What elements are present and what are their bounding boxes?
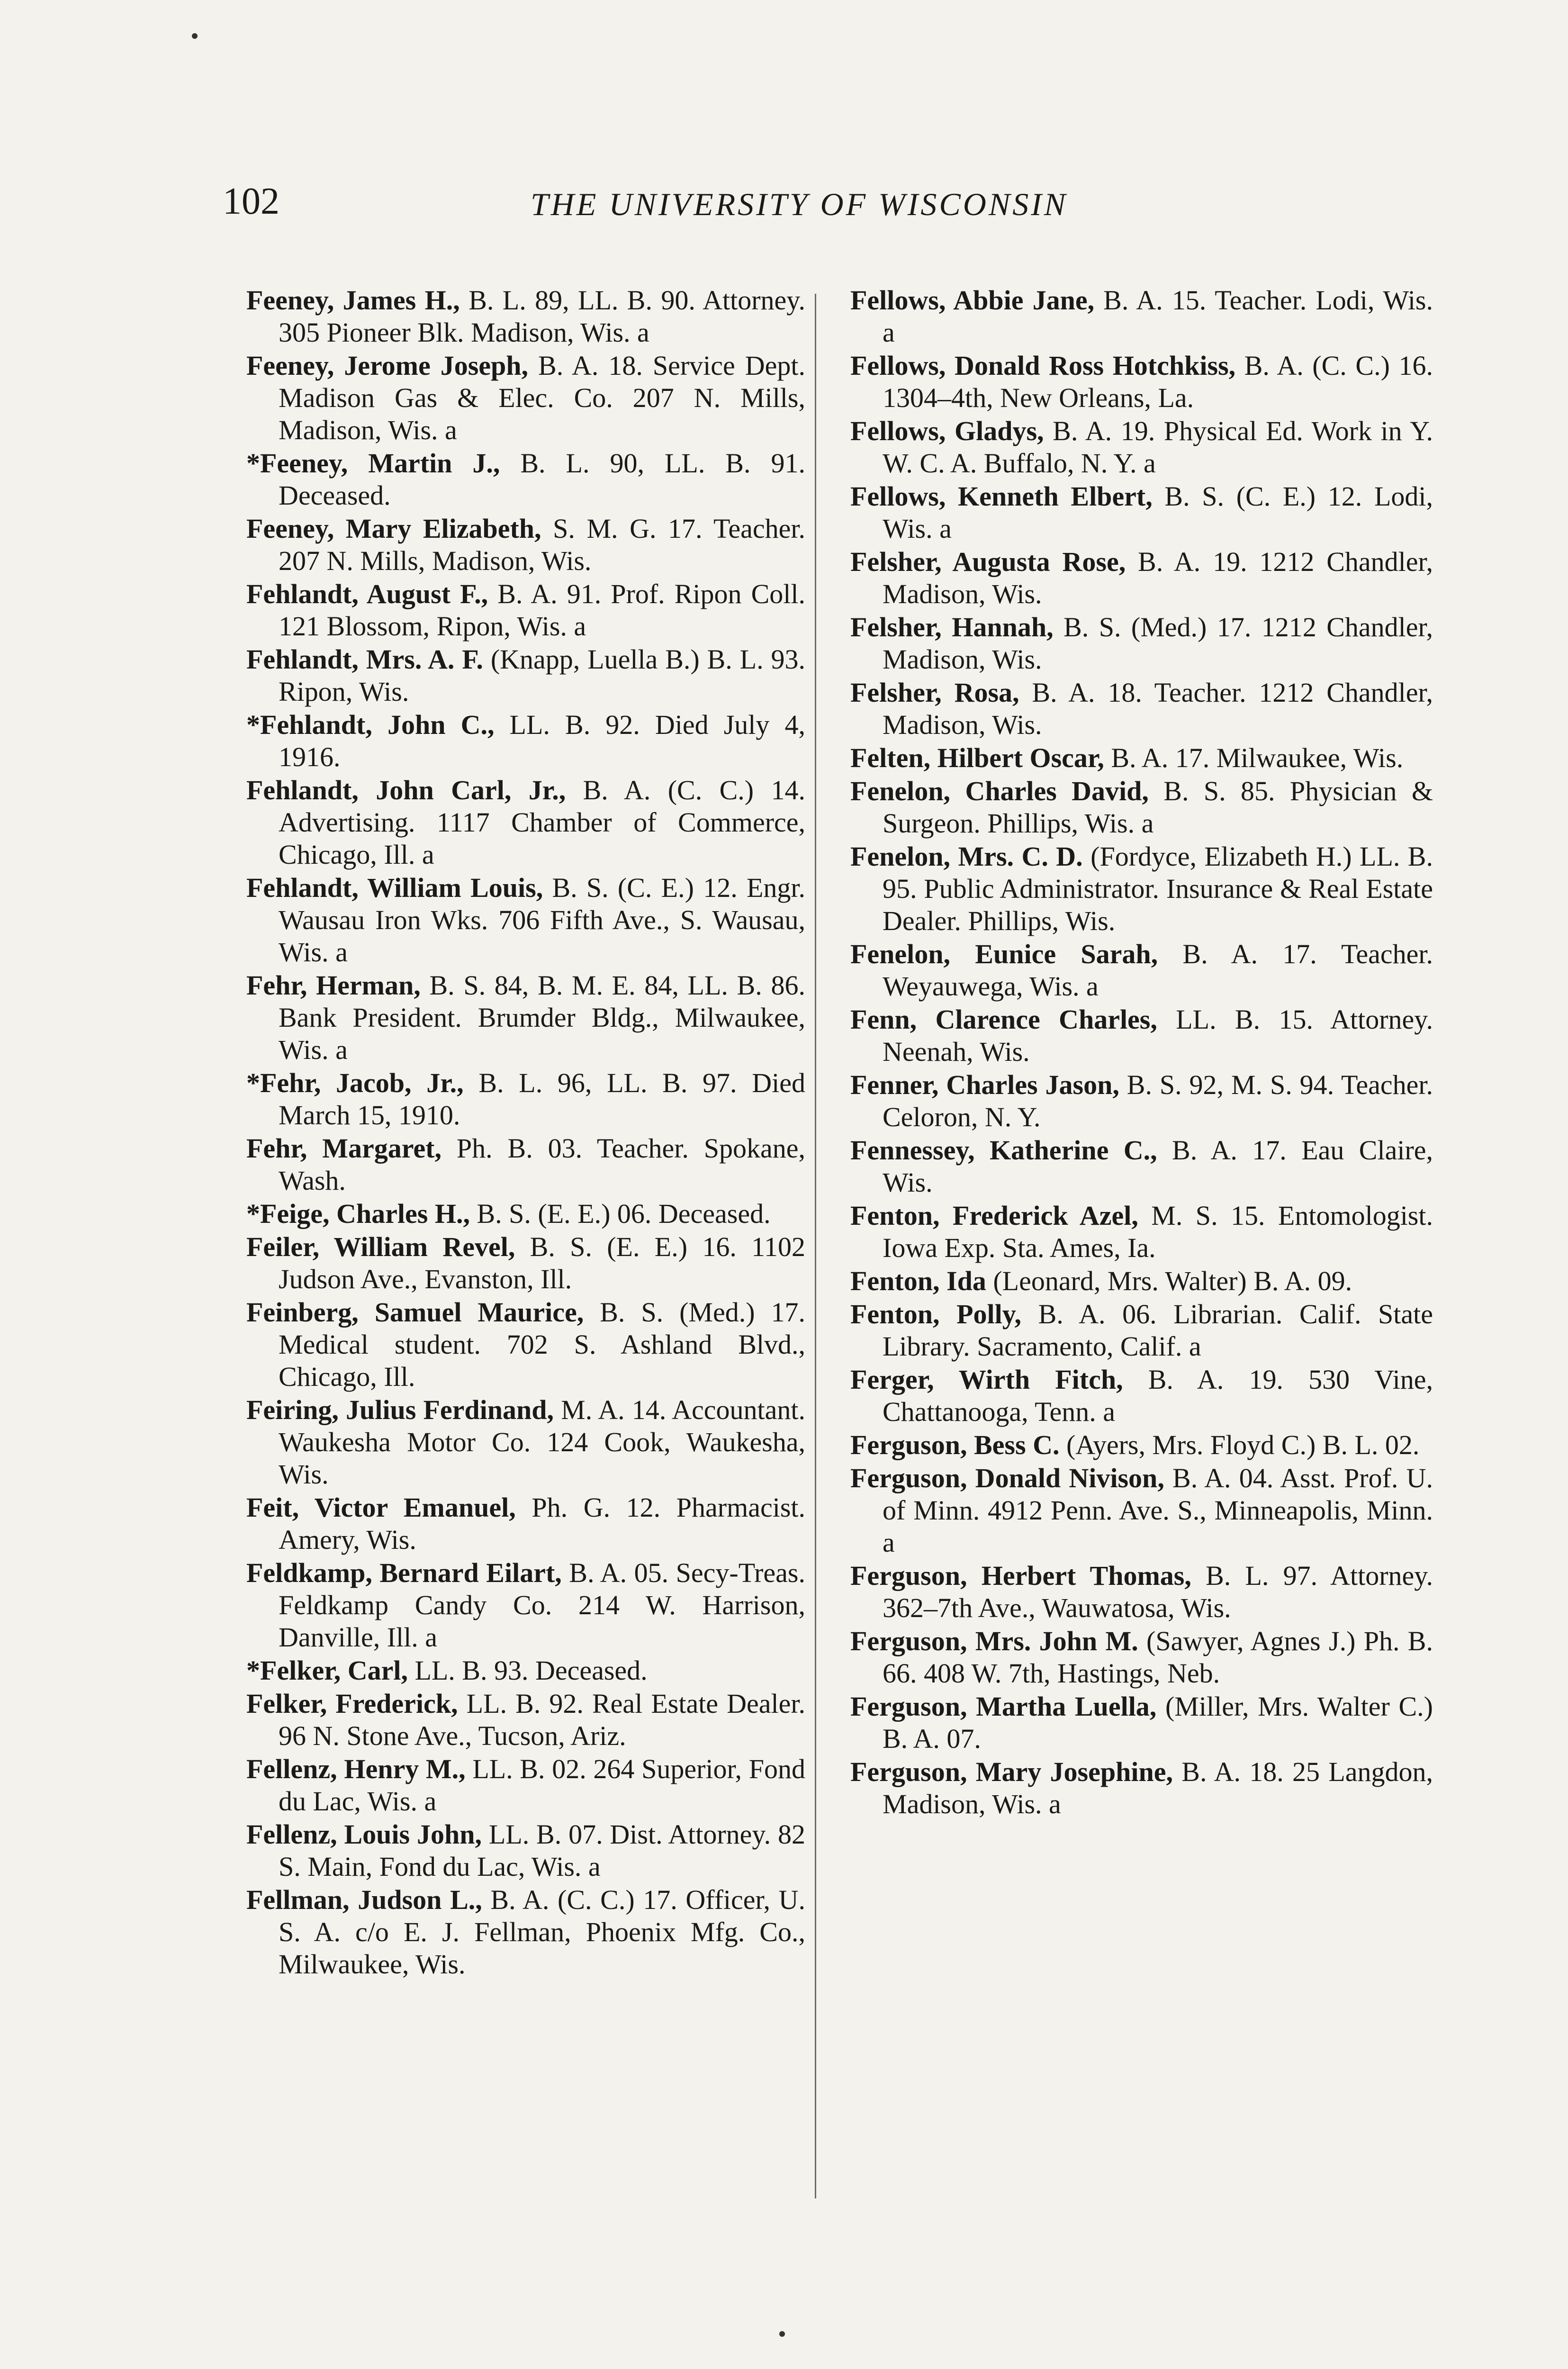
directory-entry	[246, 447, 805, 512]
directory-entry	[246, 709, 805, 773]
ink-dot	[192, 33, 198, 39]
directory-entry	[246, 1688, 805, 1752]
directory-entry	[246, 1394, 805, 1491]
entry-details: B. S. (Med.) 17. Medical student. 702 S. Ashland Blvd., Chicago, Ill.	[279, 1297, 805, 1392]
entry-name: Fehr, Margaret,	[246, 1133, 442, 1164]
entry-name: Felsher, Rosa,	[850, 677, 1019, 708]
entry-name: Ferguson, Mary Josephine,	[850, 1756, 1173, 1787]
directory-entry	[850, 1134, 1433, 1199]
entry-name: Fellows, Kenneth Elbert,	[850, 481, 1153, 512]
entry-name: Fehr, Herman,	[246, 970, 421, 1001]
entry-name: Ferguson, Donald Nivison,	[850, 1463, 1164, 1493]
entry-details: B. A. 06. Librarian. Calif. State Library. Sacramento, Calif. a	[883, 1299, 1433, 1362]
directory-entry	[246, 1884, 805, 1980]
entry-details: B. A. 17. Teacher. Weyauwega, Wis. a	[883, 939, 1433, 1002]
entry-name: Fellows, Donald Ross Hotchkiss,	[850, 350, 1236, 381]
directory-entry	[246, 774, 805, 871]
entry-details: B. A. 17. Eau Claire, Wis.	[883, 1135, 1433, 1198]
entry-name: Ferguson, Herbert Thomas,	[850, 1560, 1191, 1591]
directory-entry	[246, 1818, 805, 1883]
entry-name: Fellows, Abbie Jane,	[850, 285, 1095, 316]
directory-entry	[850, 415, 1433, 479]
directory-entry	[850, 1691, 1433, 1755]
directory-entry	[850, 841, 1433, 937]
right-column	[850, 284, 1433, 1821]
entry-name: Fellman, Judson L.,	[246, 1884, 482, 1915]
directory-entry	[850, 1462, 1433, 1559]
directory-entry	[246, 1557, 805, 1654]
entry-name: Fennessey, Katherine C.,	[850, 1135, 1157, 1166]
entry-details: (Fordyce, Elizabeth H.) LL. B. 95. Public Administrator. Insurance & Real Estate Dealer. Phillips, Wis.	[883, 841, 1433, 936]
directory-entry	[850, 1756, 1433, 1820]
entry-name: Fehlandt, August F.,	[246, 579, 488, 609]
entry-details: B. S. 85. Physician & Surgeon. Phillips, Wis. a	[883, 776, 1433, 839]
entry-details: LL. B. 07. Dist. Attorney. 82 S. Main, Fond du Lac, Wis. a	[279, 1819, 805, 1882]
entry-details: B. A. (C. C.) 14. Advertising. 1117 Chamber of Commerce, Chicago, Ill. a	[279, 775, 805, 870]
entry-name: Fenton, Frederick Azel,	[850, 1200, 1138, 1231]
entry-details: B. A. 18. 25 Langdon, Madison, Wis. a	[883, 1756, 1433, 1819]
entry-details: (Knapp, Luella B.) B. L. 93. Ripon, Wis.	[279, 644, 806, 707]
entry-name: Fenn, Clarence Charles,	[850, 1004, 1157, 1035]
directory-entry	[246, 513, 805, 577]
directory-entry	[246, 1296, 805, 1393]
entry-details: S. M. G. 17. Teacher. 207 N. Mills, Madison, Wis.	[279, 513, 805, 576]
entry-details: B. L. 96, LL. B. 97. Died March 15, 1910.	[279, 1067, 805, 1130]
entry-name: *Fehlandt, John C.,	[246, 709, 495, 740]
directory-entry	[246, 1231, 805, 1295]
directory-entry	[850, 284, 1433, 349]
entry-details: LL. B. 93. Deceased.	[407, 1655, 648, 1686]
entry-name: *Feige, Charles H.,	[246, 1198, 470, 1229]
entry-name: Felten, Hilbert Oscar,	[850, 742, 1104, 773]
directory-entry	[850, 742, 1433, 774]
left-column	[246, 284, 805, 1981]
entry-details: B. S. (C. E.) 12. Lodi, Wis. a	[883, 481, 1433, 544]
entry-name: Ferguson, Bess C.	[850, 1429, 1060, 1460]
directory-entry	[246, 1655, 805, 1687]
directory-entry	[246, 1753, 805, 1817]
entry-details: Ph. G. 12. Pharmacist. Amery, Wis.	[279, 1492, 805, 1555]
entry-details: B. S. (E. E.) 06. Deceased.	[469, 1198, 771, 1229]
entry-name: Felsher, Augusta Rose,	[850, 546, 1126, 577]
entry-details: (Miller, Mrs. Walter C.) B. A. 07.	[883, 1691, 1433, 1754]
entry-details: B. L. 90, LL. B. 91. Deceased.	[279, 448, 805, 511]
directory-entry	[850, 1625, 1433, 1690]
entry-name: Fellenz, Henry M.,	[246, 1754, 466, 1784]
directory-entry	[246, 350, 805, 446]
entry-details: M. S. 15. Entomologist. Iowa Exp. Sta. Ames, Ia.	[883, 1200, 1433, 1263]
entry-name: Fenelon, Eunice Sarah,	[850, 939, 1158, 969]
entry-name: Fenton, Polly,	[850, 1299, 1022, 1329]
entry-name: Feldkamp, Bernard Eilart,	[246, 1557, 562, 1588]
directory-entry	[850, 677, 1433, 741]
entry-name: Feiler, William Revel,	[246, 1231, 515, 1262]
entry-details: B. A. 19. Physical Ed. Work in Y. W. C. A. Buffalo, N. Y. a	[883, 416, 1433, 479]
entry-details: B. A. 04. Asst. Prof. U. of Minn. 4912 Penn. Ave. S., Minneapolis, Minn. a	[883, 1463, 1433, 1558]
entry-name: Ferguson, Mrs. John M.	[850, 1626, 1138, 1656]
directory-entry	[850, 1004, 1433, 1068]
entry-details: (Ayers, Mrs. Floyd C.) B. L. 02.	[1059, 1429, 1420, 1460]
directory-entry	[850, 350, 1433, 414]
entry-name: Fenelon, Mrs. C. D.	[850, 841, 1083, 872]
entry-name: Feinberg, Samuel Maurice,	[246, 1297, 584, 1328]
directory-entry	[850, 1265, 1433, 1297]
entry-details: B. L. 97. Attorney. 362–7th Ave., Wauwatosa, Wis.	[883, 1560, 1433, 1623]
directory-entry	[246, 1198, 805, 1230]
directory-entry	[850, 938, 1433, 1003]
entry-details: B. A. 19. 530 Vine, Chattanooga, Tenn. a	[883, 1364, 1433, 1427]
entry-details: B. S. (Med.) 17. 1212 Chandler, Madison, Wis.	[883, 612, 1433, 675]
directory-entry	[246, 1492, 805, 1556]
entry-name: Ferguson, Martha Luella,	[850, 1691, 1157, 1722]
directory-entry	[246, 643, 805, 708]
entry-name: Fehlandt, William Louis,	[246, 872, 543, 903]
directory-entry	[850, 1560, 1433, 1624]
entry-name: Felsher, Hannah,	[850, 612, 1054, 642]
directory-entry	[246, 1067, 805, 1131]
entry-name: Feit, Victor Emanuel,	[246, 1492, 516, 1523]
entry-name: Feeney, Jerome Joseph,	[246, 350, 529, 381]
entry-details: Ph. B. 03. Teacher. Spokane, Wash.	[279, 1133, 806, 1196]
directory-entry	[246, 872, 805, 968]
directory-entry	[850, 1069, 1433, 1133]
entry-details: B. A. 91. Prof. Ripon Coll. 121 Blossom, Ripon, Wis. a	[279, 579, 805, 642]
entry-details: B. A. (C. C.) 17. Officer, U. S. A. c/o E. J. Fellman, Phoenix Mfg. Co., Milwaukee, Wis.	[279, 1884, 805, 1980]
entry-details: (Leonard, Mrs. Walter) B. A. 09.	[986, 1266, 1352, 1296]
directory-entry	[246, 969, 805, 1066]
column-divider	[815, 294, 816, 2198]
directory-entry	[850, 1200, 1433, 1264]
ink-dot	[779, 2331, 785, 2337]
entry-details: M. A. 14. Accountant. Waukesha Motor Co. 124 Cook, Waukesha, Wis.	[279, 1394, 805, 1490]
entry-details: B. A. 17. Milwaukee, Wis.	[1104, 742, 1404, 773]
entry-details: B. A. 05. Secy-Treas. Feldkamp Candy Co. 214 W. Harrison, Danville, Ill. a	[279, 1557, 805, 1653]
directory-entry	[850, 1429, 1433, 1461]
directory-entry	[850, 546, 1433, 610]
entry-details: B. S. (E. E.) 16. 1102 Judson Ave., Evanston, Ill.	[279, 1231, 805, 1294]
entry-details: B. A. (C. C.) 16. 1304–4th, New Orleans, La.	[883, 350, 1433, 413]
entry-name: Fehlandt, Mrs. A. F.	[246, 644, 483, 675]
entry-details: B. A. 19. 1212 Chandler, Madison, Wis.	[883, 546, 1433, 609]
entry-name: Ferger, Wirth Fitch,	[850, 1364, 1123, 1395]
entry-details: B. A. 15. Teacher. Lodi, Wis. a	[883, 285, 1433, 348]
directory-entry	[850, 611, 1433, 676]
entry-details: B. A. 18. Teacher. 1212 Chandler, Madison, Wis.	[883, 677, 1433, 740]
directory-entry	[246, 578, 805, 642]
entry-details: B. A. 18. Service Dept. Madison Gas & Elec. Co. 207 N. Mills, Madison, Wis. a	[279, 350, 806, 445]
directory-entry	[246, 284, 805, 349]
entry-name: Fenner, Charles Jason,	[850, 1069, 1119, 1100]
entry-name: Feeney, James H.,	[246, 285, 460, 316]
entry-details: B. L. 89, LL. B. 90. Attorney. 305 Pioneer Blk. Madison, Wis. a	[279, 285, 805, 348]
entry-details: B. S. 92, M. S. 94. Teacher. Celoron, N. Y.	[883, 1069, 1433, 1132]
directory-entry	[850, 775, 1433, 840]
entry-name: Fenelon, Charles David,	[850, 776, 1149, 806]
entry-details: B. S. 84, B. M. E. 84, LL. B. 86. Bank President. Brumder Bldg., Milwaukee, Wis. a	[279, 970, 805, 1065]
entry-details: LL. B. 92. Real Estate Dealer. 96 N. Stone Ave., Tucson, Ariz.	[279, 1688, 805, 1751]
directory-entry	[246, 1132, 805, 1197]
entry-name: Fenton, Ida	[850, 1266, 986, 1296]
directory-entry	[850, 1364, 1433, 1428]
entry-name: Fellows, Gladys,	[850, 416, 1044, 446]
entry-details: B. S. (C. E.) 12. Engr. Wausau Iron Wks. 706 Fifth Ave., S. Wausau, Wis. a	[279, 872, 805, 967]
entry-details: (Sawyer, Agnes J.) Ph. B. 66. 408 W. 7th, Hastings, Neb.	[883, 1626, 1433, 1689]
entry-details: LL. B. 15. Attorney. Neenah, Wis.	[883, 1004, 1433, 1067]
entry-name: Feeney, Mary Elizabeth,	[246, 513, 541, 544]
entry-name: *Felker, Carl,	[246, 1655, 408, 1686]
entry-name: Feiring, Julius Ferdinand,	[246, 1394, 554, 1425]
entry-name: *Feeney, Martin J.,	[246, 448, 500, 479]
directory-entry	[850, 1298, 1433, 1363]
directory-entry	[850, 480, 1433, 545]
entry-name: Fellenz, Louis John,	[246, 1819, 482, 1850]
page-number: 102	[223, 181, 279, 222]
entry-details: LL. B. 02. 264 Superior, Fond du Lac, Wis. a	[279, 1754, 805, 1817]
page-header	[223, 178, 1464, 235]
entry-name: Fehlandt, John Carl, Jr.,	[246, 775, 566, 805]
entry-name: *Fehr, Jacob, Jr.,	[246, 1067, 464, 1098]
entry-details: LL. B. 92. Died July 4, 1916.	[279, 709, 805, 772]
entry-name: Felker, Frederick,	[246, 1688, 458, 1719]
running-title: THE UNIVERSITY OF WISCONSIN	[531, 186, 1068, 222]
